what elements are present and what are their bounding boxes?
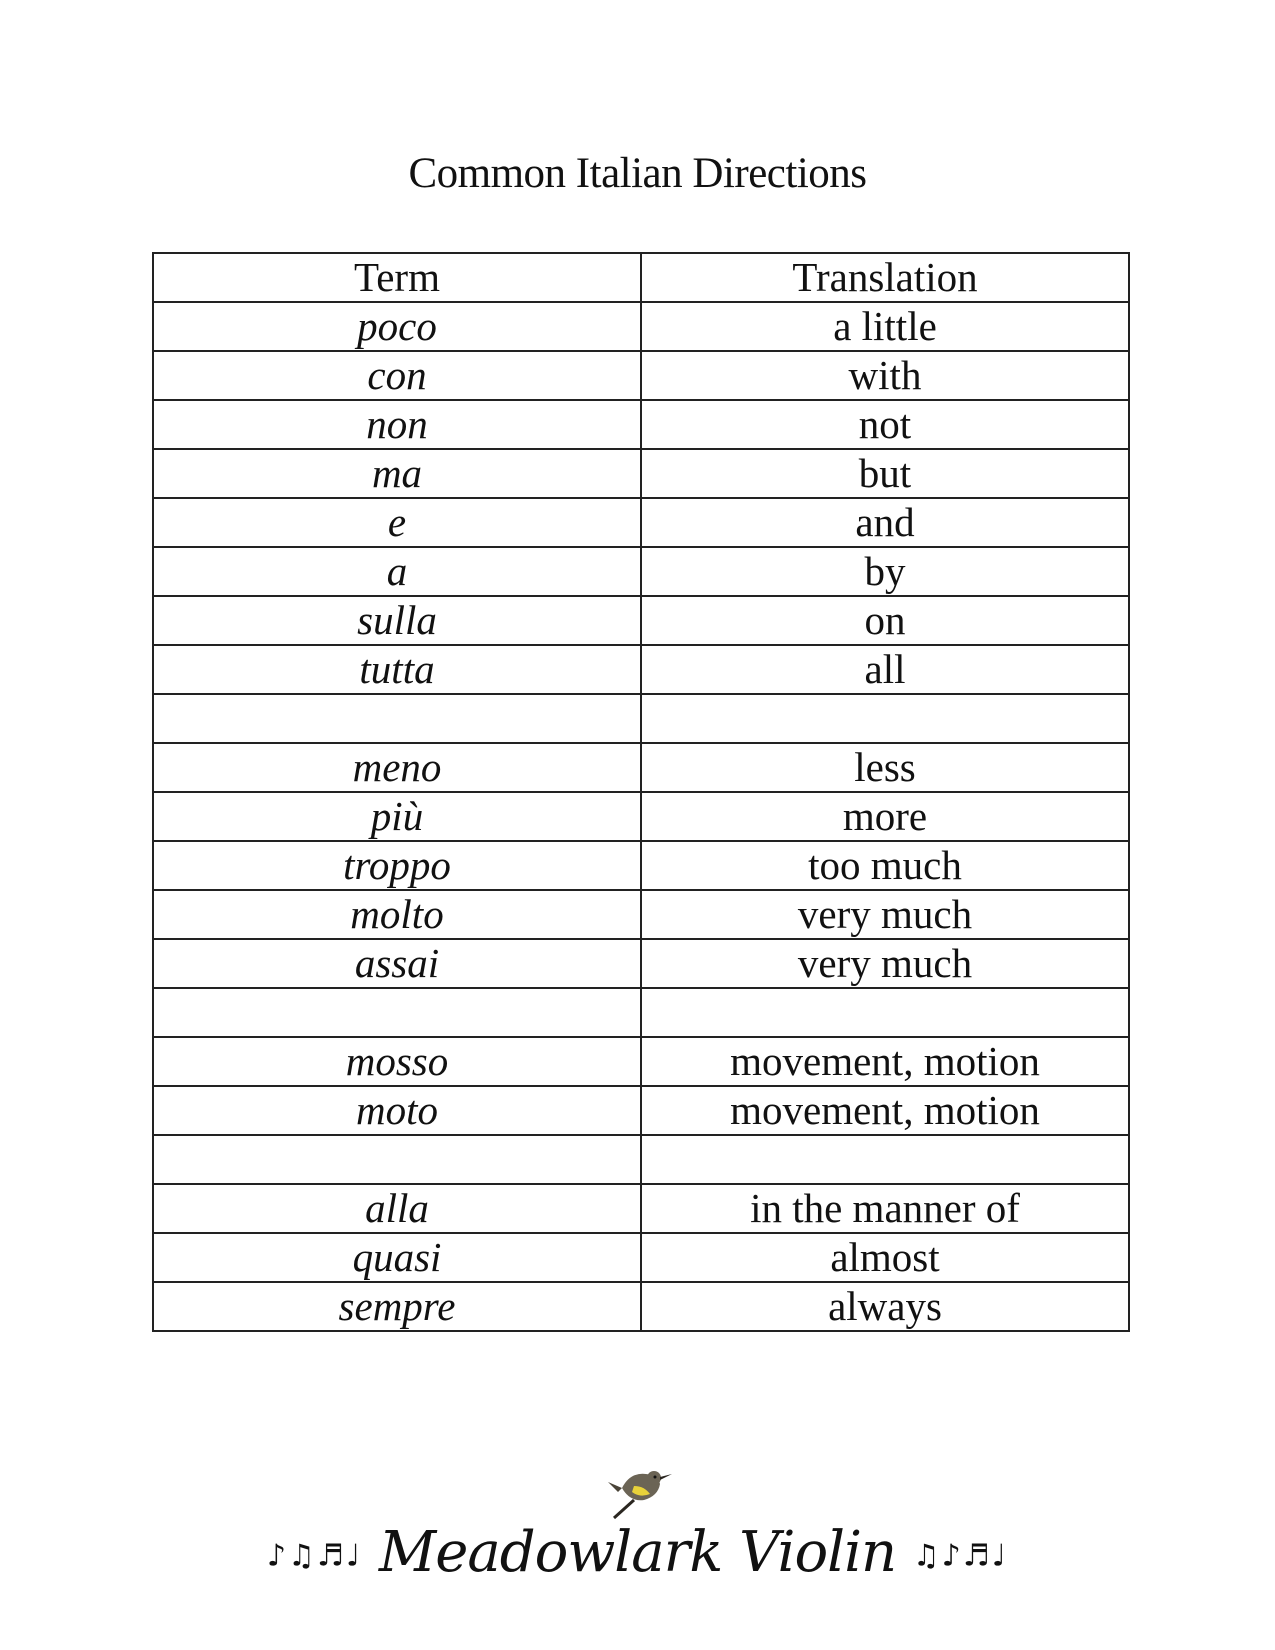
meadowlark-bird-icon [600,1448,680,1528]
logo-wordmark: Meadowlark Violin [378,1520,897,1585]
translation-cell: always [641,1282,1129,1331]
table-row [153,547,1129,596]
term-cell: molto [153,890,641,939]
table-row [153,1086,1129,1135]
term-cell: ma [153,449,641,498]
term-cell: troppo [153,841,641,890]
term-cell: meno [153,743,641,792]
term-cell: poco [153,302,641,351]
translation-cell: and [641,498,1129,547]
term-cell: tutta [153,645,641,694]
translation-cell: a little [641,302,1129,351]
header-translation: Translation [641,253,1129,302]
terms-table [152,252,1130,1332]
translation-cell [641,1135,1129,1184]
term-cell: e [153,498,641,547]
translation-cell: all [641,645,1129,694]
term-cell: quasi [153,1233,641,1282]
term-cell: moto [153,1086,641,1135]
translation-cell: with [641,351,1129,400]
table-row [153,939,1129,988]
table-header-row [153,253,1129,302]
table-row [153,1233,1129,1282]
table-row [153,890,1129,939]
table-row [153,449,1129,498]
translation-cell: too much [641,841,1129,890]
table-row [153,351,1129,400]
music-notes-left-icon: ♪♫♬♩ [267,1538,363,1574]
term-cell [153,1135,641,1184]
translation-cell: in the manner of [641,1184,1129,1233]
term-cell: alla [153,1184,641,1233]
table-row [153,498,1129,547]
translation-cell: movement, motion [641,1086,1129,1135]
table-row [153,694,1129,743]
table-row [153,400,1129,449]
translation-cell: more [641,792,1129,841]
table-row [153,743,1129,792]
table-row [153,645,1129,694]
logo-text [0,1518,1275,1592]
translation-cell: by [641,547,1129,596]
term-cell: sempre [153,1282,641,1331]
translation-cell: on [641,596,1129,645]
translation-cell [641,988,1129,1037]
table-body [153,302,1129,1331]
translation-cell: very much [641,939,1129,988]
meadowlark-violin-logo [0,1448,1275,1598]
term-cell: sulla [153,596,641,645]
term-cell: a [153,547,641,596]
table-row [153,1282,1129,1331]
table-row [153,792,1129,841]
table-row [153,596,1129,645]
table-row [153,841,1129,890]
table-row [153,302,1129,351]
table-row [153,1184,1129,1233]
music-notes-right-icon: ♫♪♬♩ [912,1538,1008,1574]
term-cell: con [153,351,641,400]
page-title: Common Italian Directions [408,150,867,197]
header-term: Term [153,253,641,302]
table-row [153,1037,1129,1086]
translation-cell: very much [641,890,1129,939]
term-cell: assai [153,939,641,988]
translation-cell: movement, motion [641,1037,1129,1086]
term-cell [153,694,641,743]
table-row [153,988,1129,1037]
term-cell [153,988,641,1037]
translation-cell: less [641,743,1129,792]
translation-cell [641,694,1129,743]
translation-cell: but [641,449,1129,498]
term-cell: non [153,400,641,449]
translation-cell: almost [641,1233,1129,1282]
term-cell: mosso [153,1037,641,1086]
translation-cell: not [641,400,1129,449]
table-row [153,1135,1129,1184]
term-cell: più [153,792,641,841]
